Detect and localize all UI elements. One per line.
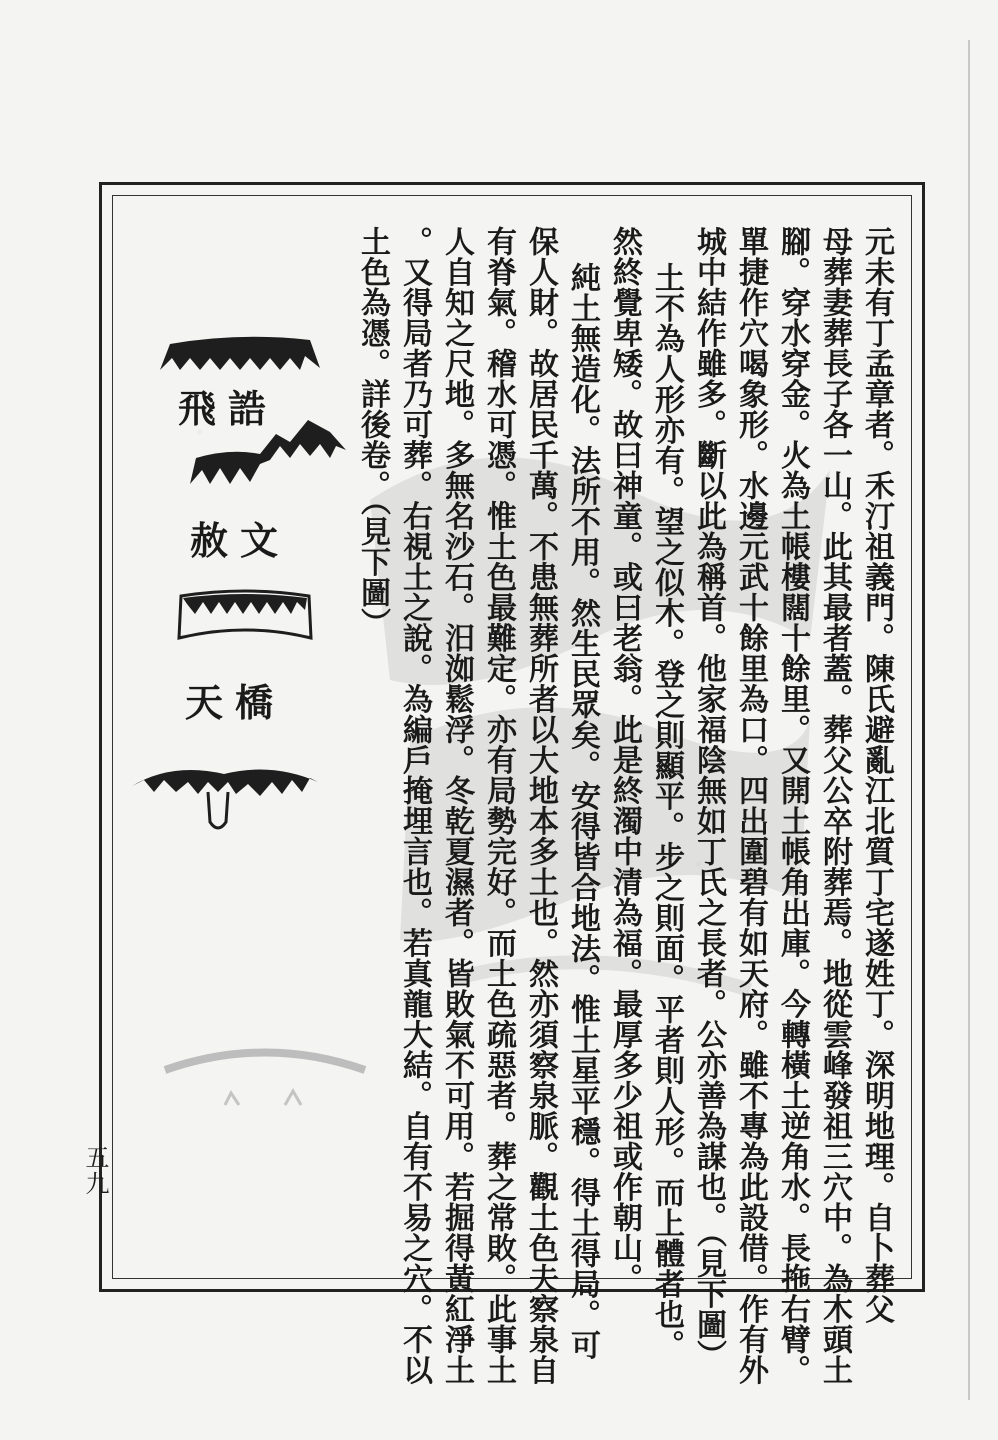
tianqiao-mountain-figure [175, 588, 315, 646]
text-column-12: 。又得局者乃可葬。右視土之說。為編戶掩埋言也。若真龍大結。自有不易之穴。不以 [397, 226, 432, 1385]
text-column-13: 土色為憑。詳後卷。（見下圖） [355, 226, 390, 638]
page-number: 五九 [81, 1145, 109, 1197]
text-column-10: 有脊氣。稽水可憑。惟土色最難定。亦有局勢完好。而土色疏惡者。葬之常敗。此事土 [481, 226, 516, 1385]
bat-wing-mountain-figure [132, 752, 318, 832]
text-column-8: 純土無造化。法所不用。然生民眾矣。安得皆合地法。惟土星平穩。得土得局。可 [565, 262, 600, 1360]
text-column-4: 單捷作穴喝象形。水邊元武十餘里為口。四出圍碧有如天府。雖不專為此設借。作有外 [733, 226, 768, 1385]
feigao-mountain-figure [160, 330, 320, 380]
shewen-mountain-figure [190, 412, 350, 492]
text-column-5: 城中結作雖多。斷以此為稱首。他家福陰無如丁氏之長者。公亦善為謀也。（見下圖） [691, 226, 726, 1370]
text-column-2: 母葬妻葬長子各一山。此其最者蓋。葬父公卒附葬焉。地從雲峰發祖三穴中。為木頭土 [817, 226, 852, 1385]
text-column-11: 人自知之尺地。多無名沙石。汨洳鬆浮。冬乾夏濕者。皆敗氣不可用。若掘得黃紅淨土 [439, 226, 474, 1385]
figure-label-tianqiao: 天橋 [185, 680, 286, 725]
faint-ridge-figure [165, 1035, 365, 1125]
text-column-3: 腳。穿水穿金。火為土帳樓闊十餘里。又開土帳角出庫。今轉橫土逆角水。長拖右臂。 [775, 226, 810, 1385]
figure-label-feigao: 飛誥 [178, 386, 279, 431]
figure-label-shewen: 赦文 [190, 518, 291, 563]
text-column-1: 元未有丁孟章者。禾汀祖義門。陳氏避亂江北質丁宅遂姓丁。深明地理。自卜葬父 [859, 226, 894, 1324]
text-column-6: 土不為人形亦有。望之似木。登之則顯平。步之則面。平者則人形。而上體者也。 [649, 262, 684, 1360]
text-column-7: 然終覺卑矮。故曰神童。或曰老翁。此是終濁中清為福。最厚多少祖或作朝山。 [607, 226, 642, 1294]
text-column-9: 保人財。故居民千萬。不患無葬所者以大地本多土也。然亦須察泉脈。觀土色夫察泉自 [523, 226, 558, 1385]
page-edge-shadow [968, 40, 970, 1400]
